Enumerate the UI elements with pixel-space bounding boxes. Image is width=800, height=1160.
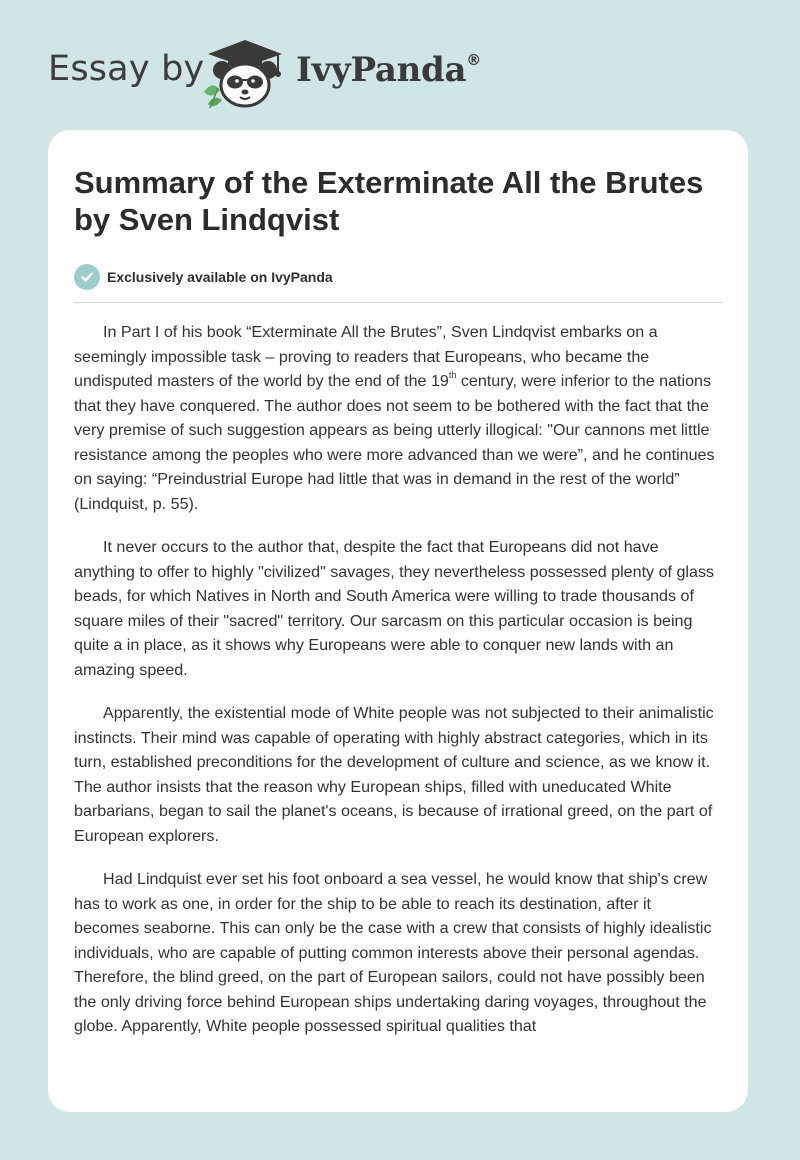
panda-graduate-icon[interactable] — [200, 34, 290, 110]
paragraph: Had Lindquist ever set his foot onboard a sea vessel, he would know that ship's crew has to work as one, in order for the ship to be able to reach its destination, after it becomes seaborne. This can only be the case with a crew that consists of highly idealistic individuals, who are capable of putting common interests above their personal agendas. Therefore, the blind greed, on the part of European sailors, could not have possibly been the only driving force behind European ships undertaking daring voyages, throughout the globe. Apparently, White people possessed spiritual qualities that — [74, 870, 712, 1035]
essay-body — [74, 320, 719, 1058]
essay-card — [48, 130, 748, 1112]
page-title: Summary of the Exterminate All the Brutes by Sven Lindqvist — [74, 165, 704, 237]
exclusive-badge — [74, 264, 333, 290]
paragraph: In Part I of his book “Exterminate All the Brutes”, Sven Lindqvist embarks on a seemingly impossible task – proving to readers that Europeans, who became the undisputed masters of the world by the end of the 19th century, were inferior to the nations that they have conquered. The author does not seem to be bothered with the fact that the very premise of such suggestion appears as being utterly illogical: "Our cannons met little resistance among the peoples who were more advanced than we were”, and he continues on saying: “Preindustrial Europe had little that was in demand in the rest of the world” (Lindquist, p. 55). — [74, 323, 715, 513]
paragraph: Apparently, the existential mode of White people was not subjected to their animalistic instincts. Their mind was capable of operating with highly abstract categories, which in its turn, established preconditions for the development of culture and science, as we know it. The author insists that the reason why European ships, filled with uneducated White barbarians, began to sail the planet's oceans, is because of irrational greed, on the part of European explorers. — [74, 704, 714, 845]
brand-name[interactable]: IvyPanda® — [296, 50, 481, 90]
divider — [74, 302, 723, 303]
check-circle-icon — [74, 264, 100, 290]
exclusive-label: Exclusively available on IvyPanda — [107, 269, 333, 285]
essay-by-label: Essay by — [48, 49, 205, 89]
registered-mark: ® — [466, 50, 481, 69]
site-header — [48, 34, 508, 110]
paragraph: It never occurs to the author that, despite the fact that Europeans did not have anything to offer to highly "civilized" savages, they nevertheless possessed plenty of glass beads, for which Natives in North and South America were willing to trade thousands of square miles of their "sacred" territory. Our sarcasm on this particular occasion is being quite a in place, as it shows why Europeans were able to conquer new lands with an amazing speed. — [74, 538, 715, 679]
